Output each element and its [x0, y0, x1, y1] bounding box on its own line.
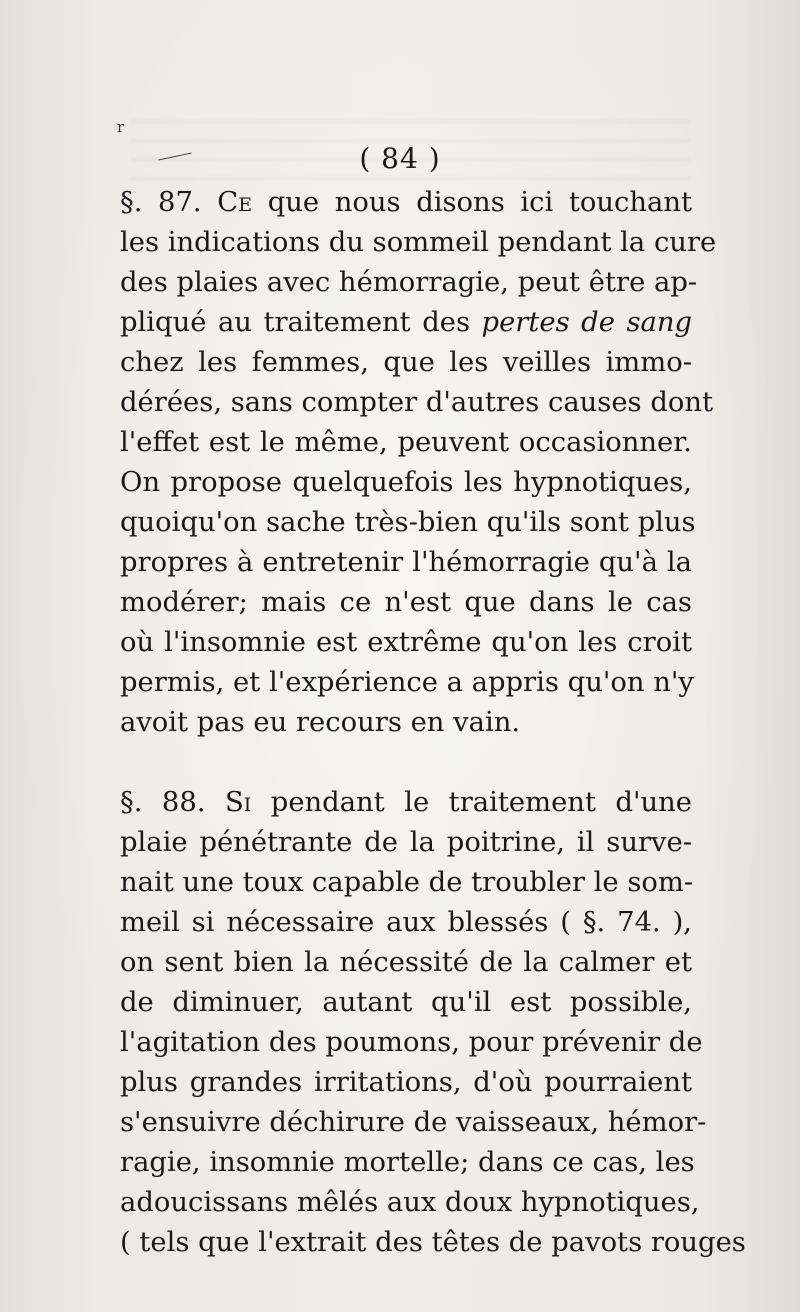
italic-phrase: pertes de sang — [481, 307, 693, 338]
lead-word: Ce — [217, 187, 253, 218]
paragraph-line: quoiqu'on sache très-bien qu'ils sont plus — [120, 507, 696, 538]
paragraph-line: s'ensuivre déchirure de vaisseaux, hémor- — [120, 1107, 707, 1138]
paragraph-line: propres à entretenir l'hémorragie qu'à la — [120, 547, 692, 578]
paragraph-line: chez les femmes, que les veilles immo- — [120, 347, 692, 378]
paragraph-line: modérer; mais ce n'est que dans le cas — [120, 587, 692, 618]
paragraph-line: on sent bien la nécessité de la calmer et — [120, 947, 692, 978]
paragraph-line: nait une toux capable de troubler le som- — [120, 867, 694, 898]
paragraph-line: des plaies avec hémorragie, peut être ap- — [120, 267, 698, 298]
paragraph-line: l'agitation des poumons, pour prévenir de — [120, 1027, 703, 1058]
paragraph-line: On propose quelquefois les hypnotiques, — [120, 467, 692, 498]
page-number: ( 84 ) — [359, 142, 441, 175]
line-text: pliqué au traitement des — [120, 307, 482, 338]
paragraph-line: meil si nécessaire aux blessés ( §. 74. ), — [120, 907, 692, 938]
paragraph-line: adoucissans mêlés aux doux hypnotiques, — [120, 1187, 700, 1218]
paragraph-line: permis, et l'expérience a appris qu'on n'y — [120, 667, 694, 698]
paragraph-line: où l'insomnie est extrême qu'on les croit — [120, 627, 692, 658]
paragraph-line: l'effet est le même, peuvent occasionner. — [120, 427, 692, 458]
paragraph-line: ragie, insomnie mortelle; dans ce cas, les — [120, 1147, 695, 1178]
paragraph-line — [120, 303, 692, 343]
paragraph-line: les indications du sommeil pendant la cure — [120, 227, 717, 258]
line-text: pendant le traitement d'une — [270, 787, 692, 818]
paragraph-line: plus grandes irritations, d'où pourraient — [120, 1067, 692, 1098]
paragraph-line: avoit pas eu recours en vain. — [120, 707, 521, 738]
lead-word: Si — [225, 787, 252, 818]
paragraph-line — [120, 783, 692, 823]
paragraph-line — [120, 183, 692, 223]
paragraph-line: plaie pénétrante de la poitrine, il surve- — [120, 827, 692, 858]
paragraph-88 — [120, 783, 746, 1263]
section-number: §. 87. — [120, 187, 202, 218]
paragraph-line: de diminuer, autant qu'il est possible, — [120, 987, 692, 1018]
section-number: §. 88. — [120, 787, 206, 818]
corner-mark: r — [117, 118, 125, 136]
line-text: que nous disons ici touchant — [267, 187, 692, 218]
paragraph-line: dérées, sans compter d'autres causes dont — [120, 387, 713, 418]
paragraph-line: ( tels que l'extrait des têtes de pavots rouges — [120, 1227, 746, 1258]
paragraph-87 — [120, 183, 717, 743]
